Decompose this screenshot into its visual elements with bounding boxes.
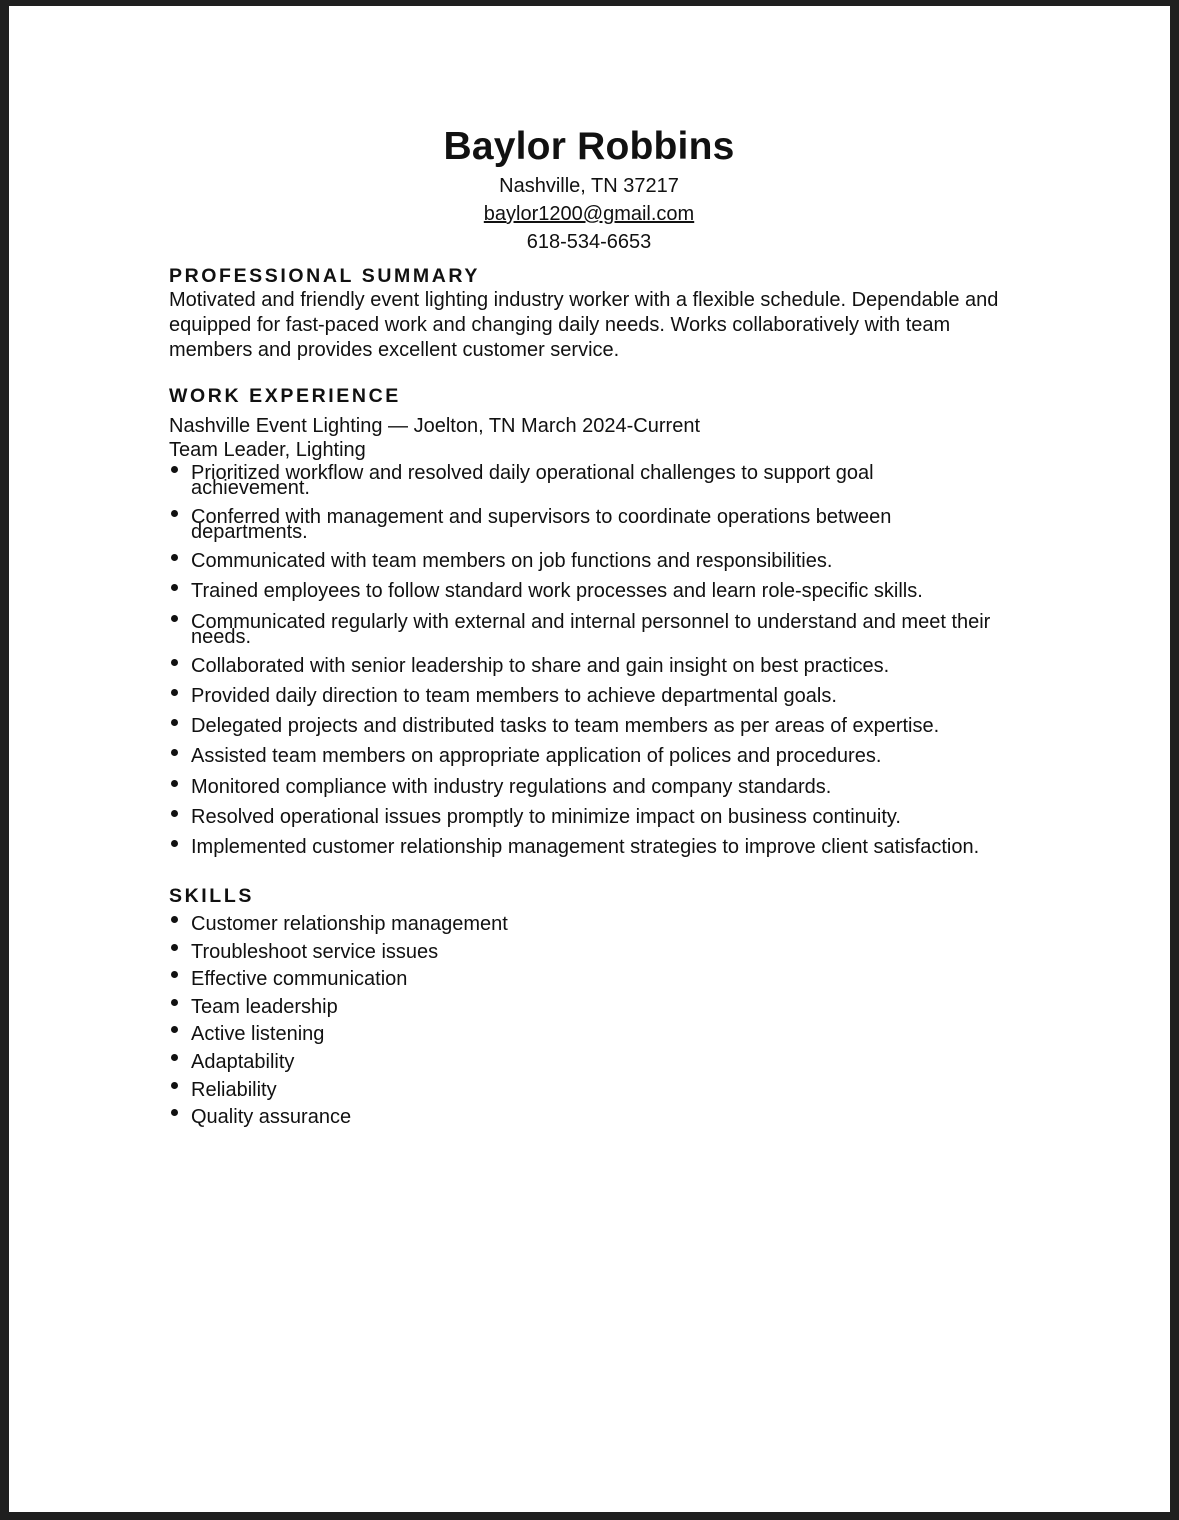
experience-bullet: Monitored compliance with industry regulations and company standards. — [169, 780, 1009, 795]
skill-item: Effective communication — [169, 967, 1009, 991]
experience-bullet: Trained employees to follow standard work processes and learn role-specific skills. — [169, 584, 1009, 599]
experience-bullet: Collaborated with senior leadership to share and gain insight on best practices. — [169, 659, 1009, 674]
experience-bullet: Implemented customer relationship management strategies to improve client satisfaction. — [169, 840, 1009, 855]
bullet-icon — [171, 810, 178, 817]
bullet-icon — [171, 719, 178, 726]
job-title: Team Leader, Lighting — [169, 439, 366, 461]
bullet-icon — [171, 554, 178, 561]
experience-bullet: Resolved operational issues promptly to minimize impact on business continuity. — [169, 810, 1009, 825]
skill-item: Team leadership — [169, 995, 1009, 1019]
job-employer-line: Nashville Event Lighting — Joelton, TN March 2024-Current — [169, 415, 700, 437]
bullet-icon — [171, 1082, 178, 1089]
skill-item: Troubleshoot service issues — [169, 940, 1009, 964]
bullet-icon — [171, 689, 178, 696]
experience-heading: WORK EXPERIENCE — [169, 385, 401, 407]
resume-name: Baylor Robbins — [443, 125, 735, 168]
bullet-icon — [171, 916, 178, 923]
contact-phone: 618-534-6653 — [526, 231, 652, 253]
skill-item: Active listening — [169, 1022, 1009, 1046]
skill-item: Reliability — [169, 1078, 1009, 1102]
summary-heading: PROFESSIONAL SUMMARY — [169, 265, 480, 287]
bullet-icon — [171, 840, 178, 847]
experience-bullet: Communicated with team members on job functions and responsibilities. — [169, 554, 1009, 569]
experience-bullet: Prioritized workflow and resolved daily operational challenges to support goal achievement. — [169, 466, 1009, 496]
bullet-icon — [171, 1026, 178, 1033]
bullet-icon — [171, 615, 178, 622]
skill-item: Quality assurance — [169, 1105, 1009, 1129]
experience-bullet: Provided daily direction to team members to achieve departmental goals. — [169, 689, 1009, 704]
bullet-icon — [171, 999, 178, 1006]
experience-bullet: Assisted team members on appropriate application of polices and procedures. — [169, 749, 1009, 764]
skill-item: Customer relationship management — [169, 912, 1009, 936]
bullet-icon — [171, 944, 178, 951]
contact-address: Nashville, TN 37217 — [499, 175, 679, 197]
summary-text: Motivated and friendly event lighting industry worker with a flexible schedule. Dependable and equipped for fast-paced work and changing daily needs. Works collaboratively with team members and provides excellent customer service. — [169, 289, 999, 361]
bullet-icon — [171, 1054, 178, 1061]
contact-email-link[interactable]: baylor1200@gmail.com — [483, 203, 695, 225]
bullet-icon — [171, 780, 178, 787]
skill-item: Adaptability — [169, 1050, 1009, 1074]
bullet-icon — [171, 1109, 178, 1116]
bullet-icon — [171, 466, 178, 473]
experience-bullet: Conferred with management and supervisors to coordinate operations between departments. — [169, 510, 1009, 540]
document-page — [9, 6, 1170, 1512]
skills-heading: SKILLS — [169, 885, 254, 907]
bullet-icon — [171, 971, 178, 978]
bullet-icon — [171, 659, 178, 666]
experience-bullet: Communicated regularly with external and internal personnel to understand and meet their needs. — [169, 615, 1009, 645]
bullet-icon — [171, 749, 178, 756]
bullet-icon — [171, 510, 178, 517]
experience-bullet: Delegated projects and distributed tasks to team members as per areas of expertise. — [169, 719, 1009, 734]
bullet-icon — [171, 584, 178, 591]
